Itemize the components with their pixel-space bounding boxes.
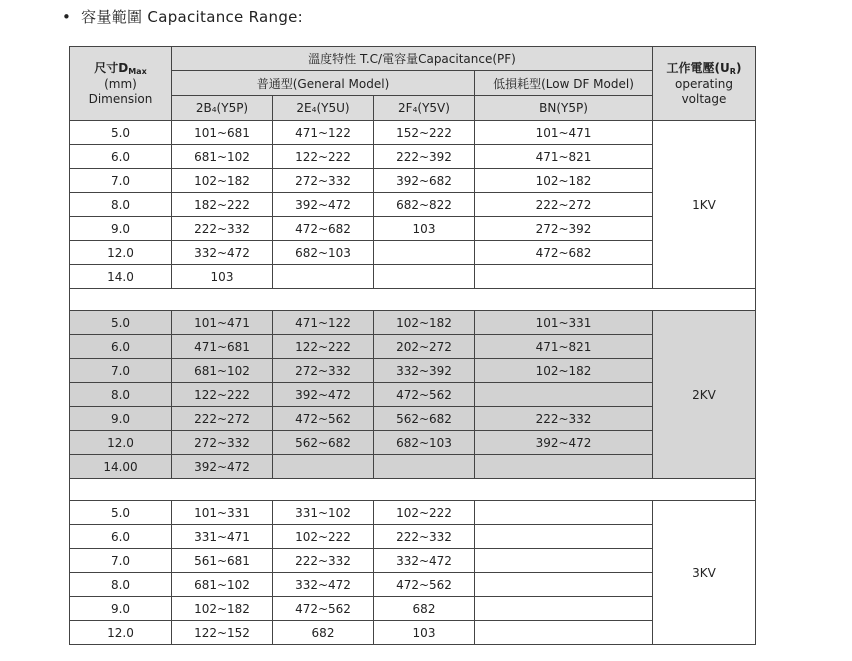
value-cell: 101~331	[475, 311, 653, 335]
value-cell: 272~392	[475, 217, 653, 241]
value-cell: 122~222	[172, 383, 273, 407]
value-cell: 101~331	[172, 501, 273, 525]
group-separator	[70, 289, 756, 311]
value-cell	[475, 621, 653, 645]
voltage-cell-2kv: 2KV	[653, 311, 756, 479]
voltage-cell-3kv: 3KV	[653, 501, 756, 645]
dimension-cell: 12.0	[70, 431, 172, 455]
value-cell: 472~562	[374, 573, 475, 597]
value-cell	[475, 383, 653, 407]
value-cell: 103	[172, 265, 273, 289]
dimension-cell: 9.0	[70, 597, 172, 621]
value-cell: 471~821	[475, 145, 653, 169]
value-cell: 471~821	[475, 335, 653, 359]
value-cell: 101~471	[172, 311, 273, 335]
value-cell: 392~682	[374, 169, 475, 193]
operating-voltage-header: 工作電壓$(U_R)$ operating voltage	[653, 47, 756, 121]
value-cell: 272~332	[172, 431, 273, 455]
col-header-2b4: 2B₄(Y5P)	[172, 96, 273, 121]
value-cell: 332~472	[172, 241, 273, 265]
dimension-cell: 14.00	[70, 455, 172, 479]
value-cell: 101~471	[475, 121, 653, 145]
value-cell: 103	[374, 217, 475, 241]
value-cell: 102~182	[172, 597, 273, 621]
value-cell: 471~122	[273, 121, 374, 145]
value-cell: 102~182	[475, 169, 653, 193]
value-cell: 681~102	[172, 145, 273, 169]
value-cell: 101~681	[172, 121, 273, 145]
dimension-cell: 7.0	[70, 549, 172, 573]
value-cell	[374, 265, 475, 289]
value-cell: 122~222	[273, 335, 374, 359]
low-df-model-header: 低損耗型(Low DF Model)	[475, 71, 653, 96]
value-cell: 561~681	[172, 549, 273, 573]
dimension-cell: 6.0	[70, 525, 172, 549]
value-cell	[475, 597, 653, 621]
dimension-cell: 14.0	[70, 265, 172, 289]
dimension-cell: 9.0	[70, 407, 172, 431]
value-cell: 681~102	[172, 359, 273, 383]
table-row	[70, 121, 756, 145]
value-cell: 472~562	[273, 407, 374, 431]
value-cell	[475, 455, 653, 479]
col-header-2f4: 2F₄(Y5V)	[374, 96, 475, 121]
dimension-cell: 6.0	[70, 145, 172, 169]
value-cell	[374, 241, 475, 265]
value-cell: 222~332	[172, 217, 273, 241]
dimension-cell: 9.0	[70, 217, 172, 241]
value-cell: 222~272	[475, 193, 653, 217]
value-cell: 392~472	[273, 383, 374, 407]
value-cell: 472~562	[273, 597, 374, 621]
dimension-cell: 8.0	[70, 573, 172, 597]
value-cell: 472~682	[273, 217, 374, 241]
value-cell: 222~332	[273, 549, 374, 573]
tc-capacitance-header: 溫度特性 T.C/電容量Capacitance(PF)	[172, 47, 653, 71]
dimension-cell: 12.0	[70, 241, 172, 265]
value-cell: 122~152	[172, 621, 273, 645]
value-cell: 102~222	[374, 501, 475, 525]
dimension-cell: 5.0	[70, 121, 172, 145]
value-cell: 102~182	[172, 169, 273, 193]
dimension-cell: 7.0	[70, 359, 172, 383]
dimension-cell: 5.0	[70, 501, 172, 525]
value-cell: 472~682	[475, 241, 653, 265]
value-cell: 182~222	[172, 193, 273, 217]
table-body-3kv	[70, 479, 756, 645]
value-cell: 222~392	[374, 145, 475, 169]
col-header-bn: BN(Y5P)	[475, 96, 653, 121]
value-cell: 562~682	[273, 431, 374, 455]
dimension-cell: 8.0	[70, 193, 172, 217]
dimension-cell: 12.0	[70, 621, 172, 645]
value-cell: 331~102	[273, 501, 374, 525]
value-cell: 392~472	[172, 455, 273, 479]
value-cell: 392~472	[273, 193, 374, 217]
value-cell	[475, 525, 653, 549]
value-cell: 682~822	[374, 193, 475, 217]
value-cell: 682	[273, 621, 374, 645]
table-row	[70, 311, 756, 335]
value-cell: 331~471	[172, 525, 273, 549]
dimension-header: 尺寸$D_{Max}$ (mm) Dimension	[70, 47, 172, 121]
value-cell	[475, 501, 653, 525]
voltage-cell-1kv: 1KV	[653, 121, 756, 289]
value-cell: 682~103	[374, 431, 475, 455]
dimension-cell: 7.0	[70, 169, 172, 193]
value-cell: 332~392	[374, 359, 475, 383]
table-body-1kv	[70, 121, 756, 311]
value-cell: 272~332	[273, 359, 374, 383]
value-cell: 332~472	[374, 549, 475, 573]
value-cell	[475, 549, 653, 573]
col-header-2e4: 2E₄(Y5U)	[273, 96, 374, 121]
value-cell: 102~222	[273, 525, 374, 549]
value-cell: 222~332	[374, 525, 475, 549]
value-cell: 103	[374, 621, 475, 645]
value-cell: 471~681	[172, 335, 273, 359]
general-model-header: 普通型(General Model)	[172, 71, 475, 96]
value-cell: 392~472	[475, 431, 653, 455]
value-cell: 332~472	[273, 573, 374, 597]
section-title	[62, 6, 303, 27]
value-cell: 272~332	[273, 169, 374, 193]
value-cell	[273, 455, 374, 479]
value-cell: 222~332	[475, 407, 653, 431]
value-cell: 681~102	[172, 573, 273, 597]
value-cell	[475, 573, 653, 597]
capacitance-range-table	[69, 46, 756, 645]
dimension-cell: 5.0	[70, 311, 172, 335]
table-body-2kv	[70, 311, 756, 479]
section-title-text: 容量範圍 Capacitance Range:	[81, 8, 304, 26]
value-cell: 102~182	[475, 359, 653, 383]
dimension-cell: 8.0	[70, 383, 172, 407]
table-row	[70, 501, 756, 525]
value-cell: 202~272	[374, 335, 475, 359]
value-cell	[475, 265, 653, 289]
value-cell: 682	[374, 597, 475, 621]
value-cell: 102~182	[374, 311, 475, 335]
group-separator	[70, 479, 756, 501]
value-cell: 562~682	[374, 407, 475, 431]
value-cell: 472~562	[374, 383, 475, 407]
value-cell: 222~272	[172, 407, 273, 431]
dimension-cell: 6.0	[70, 335, 172, 359]
value-cell	[273, 265, 374, 289]
bullet-icon: •	[62, 7, 72, 26]
value-cell: 471~122	[273, 311, 374, 335]
value-cell: 682~103	[273, 241, 374, 265]
value-cell: 152~222	[374, 121, 475, 145]
value-cell: 122~222	[273, 145, 374, 169]
value-cell	[374, 455, 475, 479]
